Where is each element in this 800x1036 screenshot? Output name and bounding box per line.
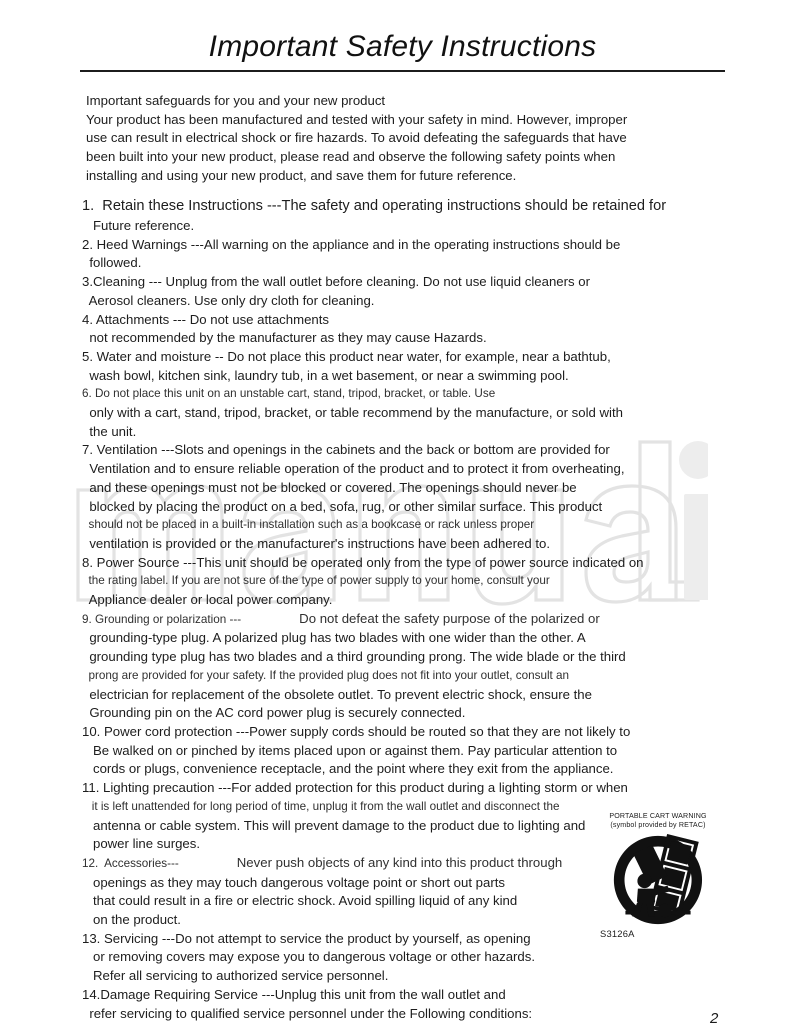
instruction-item-2 — [82, 236, 658, 273]
instruction-item-8 — [82, 554, 658, 610]
instruction-item-7 — [82, 441, 658, 553]
instruction-line: prong are provided for your safety. If the provided plug does not fit into your outlet, consult an — [82, 668, 570, 682]
portable-cart-warning-block — [596, 812, 720, 940]
instruction-line: electrician for replacement of the obsolete outlet. To prevent electric shock, ensure the — [82, 686, 592, 702]
instruction-line: cords or plugs, convenience receptacle, and the point where they exit from the appliance. — [82, 761, 614, 777]
instruction-line: or removing covers may expose you to dangerous voltage or other hazards. — [82, 949, 536, 965]
instruction-line: should not be placed in a built-in installation such as a bookcase or rack unless proper — [82, 518, 535, 532]
intro-paragraph — [86, 92, 642, 186]
instruction-line: 1. Retain these Instructions ---The safety and operating instructions should be retained for — [82, 198, 667, 214]
cart-warning-code: S3126A — [600, 927, 635, 939]
instruction-line: 3.Cleaning --- Unplug from the wall outlet before cleaning. Do not use liquid cleaners or — [82, 274, 590, 290]
instruction-line: grounding type plug has two blades and a third grounding prong. The wide blade or the third — [82, 649, 626, 665]
cart-warning-caption-line1: PORTABLE CART WARNING — [609, 812, 707, 820]
instruction-lead: 9. Grounding or polarization --- — [82, 612, 242, 626]
instruction-line: openings as they may touch dangerous voltage point or short out parts — [82, 874, 505, 890]
instruction-line: Grounding pin on the AC cord power plug is securely connected. — [82, 705, 466, 721]
intro-line: Important safeguards for you and your new product — [86, 93, 386, 108]
instruction-line: the rating label. If you are not sure of the type of power supply to your home, consult your — [82, 574, 550, 588]
instruction-line: Refer all servicing to authorized service personnel. — [82, 968, 389, 984]
page-number: 2 — [710, 1010, 719, 1027]
instruction-item-4 — [82, 311, 658, 348]
instruction-line: power line surges. — [82, 836, 201, 852]
instruction-line: 11. Lighting precaution ---For added protection for this product during a lighting storm or when — [82, 780, 628, 796]
instruction-line: grounding-type plug. A polarized plug has two blades with one wider than the other. A — [82, 630, 586, 646]
safety-instructions-list — [82, 196, 667, 1023]
instruction-lead-cont: Do not defeat the safety purpose of the polarized or — [299, 610, 600, 626]
instruction-item-14 — [82, 986, 658, 1023]
cart-warning-caption-line2: (symbol provided by RETAC) — [610, 821, 706, 830]
instruction-line: Aerosol cleaners. Use only dry cloth for cleaning. — [82, 292, 375, 308]
instruction-item-13 — [82, 930, 658, 986]
instruction-line: not recommended by the manufacturer as they may cause Hazards. — [82, 330, 487, 346]
instruction-item-5 — [82, 348, 658, 385]
instruction-line: 14.Damage Requiring Service ---Unplug this unit from the wall outlet and — [82, 986, 506, 1002]
instruction-line: refer servicing to qualified service personnel under the Following conditions: — [82, 1005, 533, 1021]
instruction-lead: 12. Accessories--- — [82, 856, 179, 870]
instruction-line: wash bowl, kitchen sink, laundry tub, in a wet basement, or near a swimming pool. — [82, 367, 569, 383]
instruction-lead-cont: Never push objects of any kind into this product through — [236, 854, 563, 870]
instruction-line: 2. Heed Warnings ---All warning on the appliance and in the operating instructions should be — [82, 236, 621, 252]
page-title: Important Safety Instructions — [208, 30, 597, 63]
instruction-line: 10. Power cord protection ---Power supply cords should be routed so that they are not likely to — [82, 723, 631, 739]
instruction-line: followed. — [82, 255, 142, 271]
instruction-item-12 — [82, 854, 658, 930]
intro-line: been built into your new product, please read and observe the following safety points when — [86, 149, 616, 165]
instruction-item-3 — [82, 273, 658, 310]
intro-line: Your product has been manufactured and tested with your safety in mind. However, improper — [86, 111, 628, 127]
instruction-line: 6. Do not place this unit on an unstable cart, stand, tripod, bracket, or table. Use — [82, 387, 496, 401]
instruction-line: ventilation is provided or the manufacturer's instructions have been adhered to. — [82, 535, 551, 551]
instruction-line: on the product. — [82, 912, 181, 928]
instruction-item-11 — [82, 779, 658, 854]
instruction-line: 4. Attachments --- Do not use attachments — [82, 311, 330, 327]
instruction-line: Appliance dealer or local power company. — [82, 592, 333, 608]
instruction-line: only with a cart, stand, tripod, bracket, or table recommend by the manufacture, or sold with — [82, 405, 623, 421]
instruction-line: blocked by placing the product on a bed, sofa, rug, or other similar surface. This product — [82, 498, 603, 514]
instruction-line: 13. Servicing ---Do not attempt to service the product by yourself, as opening — [82, 930, 531, 946]
instruction-line: Future reference. — [82, 218, 195, 233]
instruction-line — [82, 610, 658, 630]
instruction-line: and these openings must not be blocked or covered. The openings should never be — [82, 479, 577, 495]
intro-line: installing and using your new product, and save them for future reference. — [86, 167, 517, 183]
instruction-line: 8. Power Source ---This unit should be operated only from the type of power source indicated on — [82, 554, 644, 570]
instruction-line: the unit. — [82, 423, 137, 439]
instruction-item-1 — [82, 196, 667, 236]
instruction-line: Be walked on or pinched by items placed upon or against them. Pay particular attention to — [82, 742, 618, 758]
instruction-line: it is left unattended for long period of time, unplug it from the wall outlet and disconnect the — [82, 799, 560, 813]
portable-cart-warning-icon — [610, 834, 706, 926]
instruction-item-9 — [82, 610, 658, 723]
instruction-line: Ventilation and to ensure reliable operation of the product and to protect it from overheating, — [82, 461, 625, 477]
instruction-item-10 — [82, 723, 658, 779]
intro-line: use can result in electrical shock or fire hazards. To avoid defeating the safeguards that have — [86, 130, 627, 146]
instruction-item-6 — [82, 385, 658, 441]
instruction-line: that could result in a fire or electric shock. Avoid spilling liquid of any kind — [82, 893, 518, 909]
instruction-line: antenna or cable system. This will prevent damage to the product due to lighting and — [82, 817, 586, 833]
instruction-line: 7. Ventilation ---Slots and openings in the cabinets and the back or bottom are provided for — [82, 442, 610, 458]
instruction-line: 5. Water and moisture -- Do not place this product near water, for example, near a bathtub, — [82, 348, 611, 364]
title-divider — [80, 70, 725, 72]
instruction-line — [82, 854, 658, 874]
